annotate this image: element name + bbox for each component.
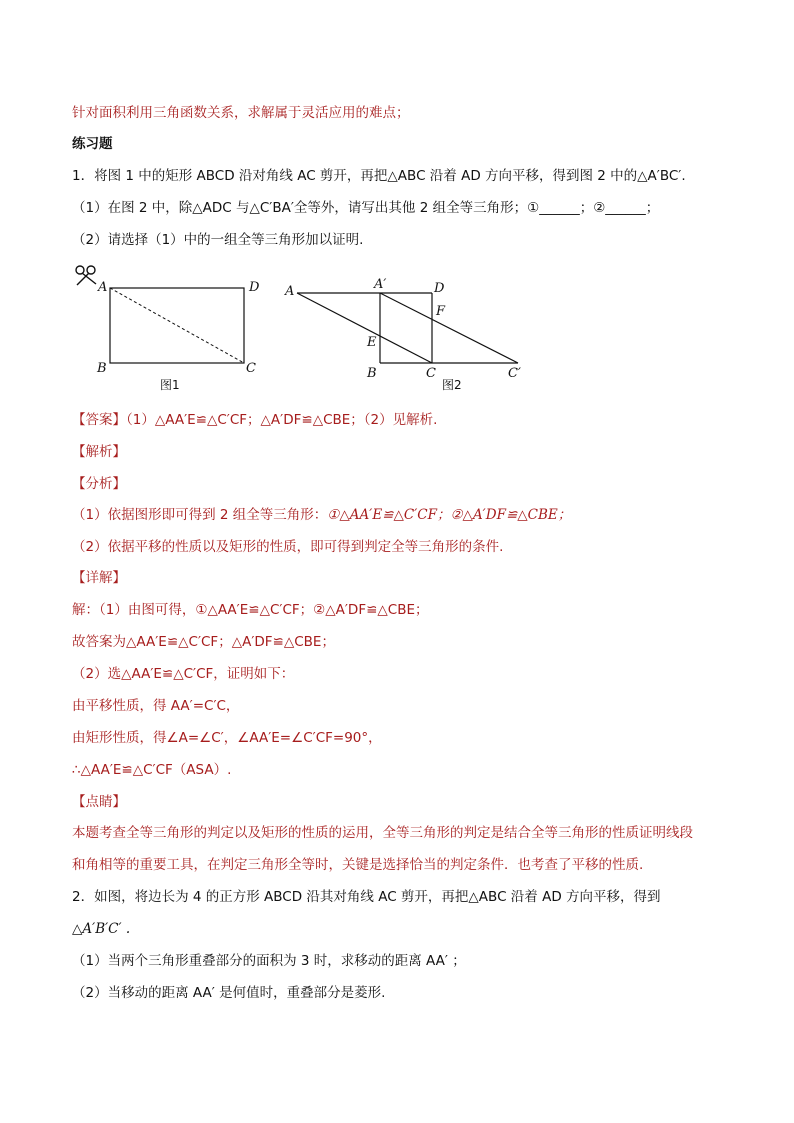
fig2-label-B: B: [367, 366, 377, 381]
fig2-label-F: F: [436, 304, 446, 319]
answer-tag: 【答案】: [72, 412, 126, 428]
q2-part1: （1）当两个三角形重叠部分的面积为 3 时，求移动的距离 AA′ ；: [72, 953, 466, 969]
fig2-label-D: D: [434, 281, 445, 296]
q1-stem: 1．将图 1 中的矩形 ABCD 沿对角线 AC 剪开，再把△ABC 沿着 AD 方向平移，得到图 2 中的△A′BC′.: [72, 168, 686, 184]
xiangjie-tag: 【详解】: [72, 570, 126, 586]
fig1-label-C: C: [246, 361, 256, 376]
q1-part2: （2）请选择（1）中的一组全等三角形加以证明.: [72, 232, 364, 248]
fig1-label-A: A: [98, 280, 108, 295]
q1-part1: （1）在图 2 中，除△ADC 与△C′BA′全等外，请写出其他 2 组全等三角形；①______；②______；: [72, 200, 660, 216]
scissors-icon: [76, 266, 96, 285]
fenxi-tag: 【分析】: [72, 476, 126, 492]
xiangjie-line: 解：（1）由图可得，①△AA′E≌△C′CF；②△A′DF≌△CBE；: [72, 602, 429, 618]
answer-line: [72, 410, 437, 430]
figure1-rectangle: [110, 288, 244, 363]
q1-figures: [0, 255, 794, 400]
intro-text: 针对面积利用三角函数关系，求解属于灵活应用的难点；: [72, 105, 410, 121]
fenxi-line1-math: ①△AA′E≌△C′CF；②△A′DF≌△CBE；: [327, 507, 572, 523]
fig1-label-B: B: [97, 361, 107, 376]
xiangjie-line: 由平移性质，得 AA′=C′C，: [72, 698, 240, 714]
fig2-label-A-prime: A′: [374, 277, 387, 292]
q2-stem-line2: △A′B′C′ .: [72, 921, 131, 937]
dianjing-line: 本题考查全等三角形的判定以及矩形的性质的运用，全等三角形的判定是结合全等三角形的性质证明线段: [72, 825, 693, 841]
jiexi-tag: 【解析】: [72, 444, 126, 460]
fig1-caption: 图1: [160, 378, 180, 392]
section-title: 练习题: [72, 136, 113, 152]
q2-part2: （2）当移动的距离 AA′ 是何值时，重叠部分是菱形.: [72, 985, 386, 1001]
fig2-caption: 图2: [442, 378, 462, 392]
fig2-label-E: E: [367, 335, 377, 350]
xiangjie-line: （2）选△AA′E≌△C′CF，证明如下：: [72, 666, 295, 682]
fig2-label-C-prime: C′: [508, 366, 521, 381]
fig2-label-A: A: [285, 284, 295, 299]
xiangjie-line: ∴△AA′E≌△C′CF（ASA）.: [72, 762, 232, 778]
xiangjie-line: 由矩形性质，得∠A=∠C′，∠AA′E=∠C′CF=90°，: [72, 730, 382, 746]
xiangjie-line: 故答案为△AA′E≌△C′CF；△A′DF≌△CBE；: [72, 634, 335, 650]
figure2-diagram: [297, 293, 518, 363]
dianjing-tag: 【点睛】: [72, 794, 126, 810]
answer-text: （1）△AA′E≌△C′CF；△A′DF≌△CBE；（2）见解析.: [126, 412, 438, 428]
q2-stem-line1: 2．如图，将边长为 4 的正方形 ABCD 沿其对角线 AC 剪开，再把△ABC 沿着 AD 方向平移，得到: [72, 889, 661, 905]
fig1-label-D: D: [249, 280, 260, 295]
fenxi-line1: [72, 505, 571, 525]
fenxi-line1-prefix: （1）依据图形即可得到 2 组全等三角形：: [72, 507, 328, 523]
dianjing-line: 和角相等的重要工具，在判定三角形全等时，关键是选择恰当的判定条件．也考查了平移的性质.: [72, 857, 644, 873]
fig2-label-C: C: [426, 366, 436, 381]
fenxi-line2: （2）依据平移的性质以及矩形的性质，即可得到判定全等三角形的条件.: [72, 539, 504, 555]
